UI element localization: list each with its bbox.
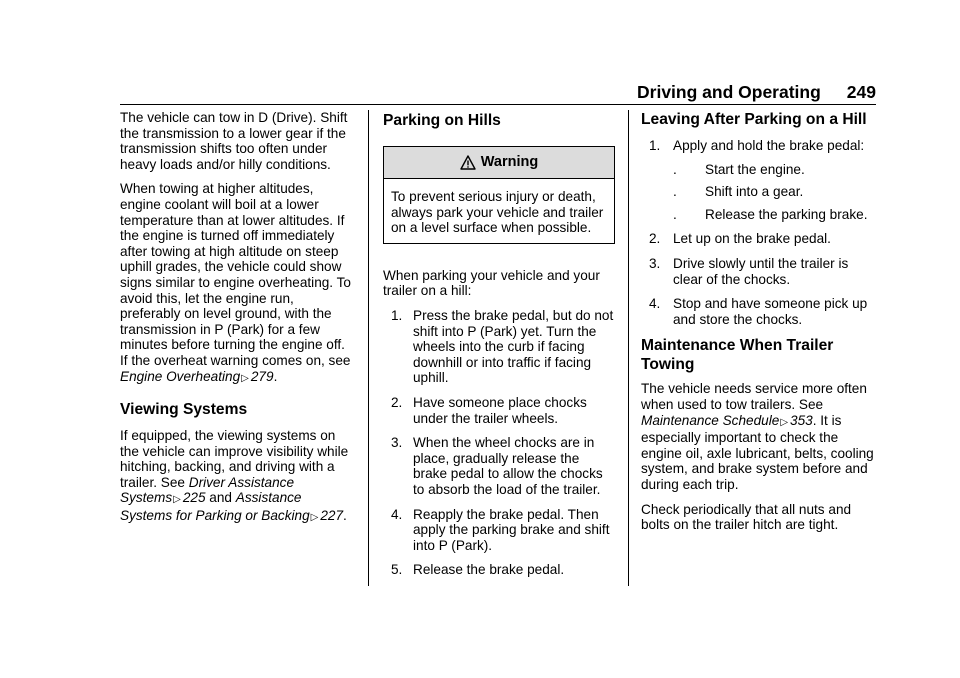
link-maintenance-schedule-page: 353: [790, 412, 813, 428]
paragraph-altitude: [120, 181, 352, 386]
sub-step-text: Shift into a gear.: [705, 184, 804, 200]
heading-viewing-systems: Viewing Systems: [120, 401, 248, 419]
parking-steps: [383, 308, 615, 578]
list-item: [673, 184, 876, 200]
warning-title: Warning: [480, 153, 539, 170]
section-title: Driving and Operating: [637, 82, 821, 102]
leaving-steps: [641, 138, 876, 327]
sub-steps: [673, 162, 876, 223]
list-item: [641, 231, 876, 247]
conjunction: and: [209, 490, 232, 506]
column-divider-1: [368, 110, 369, 586]
step-number: 3.: [649, 255, 661, 271]
sub-step-text: Start the engine.: [705, 161, 805, 177]
step-number: 2.: [391, 394, 403, 410]
warning-box: [383, 146, 615, 244]
warning-body: To prevent serious injury or death, always park your vehicle and trailer on a level surface when possible.: [391, 189, 604, 236]
link-engine-overheating-label: Engine Overheating: [120, 368, 241, 384]
heading-maintenance-trailer-towing: Maintenance When Trailer Towing: [641, 337, 834, 374]
page-number: 249: [846, 82, 876, 102]
bullet-mark: .: [673, 161, 677, 177]
step-number: 1.: [649, 138, 661, 153]
link-parking-assistance-page: 227: [320, 508, 344, 524]
paragraph-tow-drive: The vehicle can tow in D (Drive). Shift the transmission to a lower gear if the transmission shifts too often under heavy loads and/or hilly conditions.: [120, 110, 348, 172]
list-item: [641, 256, 876, 287]
step-text: Apply and hold the brake pedal:: [673, 138, 865, 153]
list-item: [383, 308, 615, 386]
step-number: 4.: [649, 296, 661, 312]
step-text: Stop and have someone pick up and store the chocks.: [673, 296, 868, 327]
paragraph-viewing-text: If equipped, the viewing systems on the vehicle can improve visibility while hitching, backing, and driving with a trailer. See: [120, 428, 349, 490]
column-2: [383, 110, 615, 587]
heading-parking-on-hills: Parking on Hills: [383, 112, 501, 129]
paragraph-maintenance-rest: . It is especially important to check the engine oil, axle lubricant, belts, cooling system, and brake system before and during each trip.: [641, 412, 874, 492]
list-item: [641, 138, 876, 222]
link-engine-overheating[interactable]: [120, 369, 274, 384]
step-number: 5.: [391, 562, 403, 578]
heading-leaving-after-parking: Leaving After Parking on a Hill: [641, 111, 867, 128]
page-ref-arrow-icon: ▷: [780, 416, 789, 428]
step-text: Drive slowly until the trailer is clear of the chocks.: [673, 255, 849, 287]
period: .: [343, 508, 347, 524]
link-driver-assistance-page: 225: [182, 490, 206, 506]
list-item: [383, 435, 615, 497]
page-ref-arrow-icon: ▷: [241, 372, 249, 384]
paragraph-hitch-check: Check periodically that all nuts and bolts on the trailer hitch are tight.: [641, 501, 852, 533]
list-item: [383, 507, 615, 554]
column-3: [641, 110, 876, 542]
step-number: 1.: [391, 307, 403, 323]
paragraph-viewing: [120, 428, 352, 526]
step-text: Have someone place chocks under the trailer wheels.: [413, 394, 587, 426]
list-item: [383, 562, 615, 578]
page-ref-arrow-icon: ▷: [310, 512, 319, 524]
paragraph-parking-intro: When parking your vehicle and your trailer on a hill:: [383, 267, 600, 299]
paragraph-maintenance: [641, 381, 876, 492]
step-text: Reapply the brake pedal. Then apply the parking brake and shift into P (Park).: [413, 506, 610, 553]
link-driver-assistance-label: Driver Assistance Systems: [120, 474, 295, 506]
page-header: [610, 82, 876, 103]
list-item: [673, 207, 876, 223]
link-engine-overheating-page: 279: [250, 368, 274, 384]
link-parking-assistance-label: Assistance Systems for Parking or Backing: [120, 490, 310, 524]
step-text: Let up on the brake pedal.: [673, 231, 831, 247]
list-item: [383, 395, 615, 426]
step-number: 2.: [649, 231, 661, 247]
step-number: 4.: [391, 506, 403, 522]
step-text: When the wheel chocks are in place, gradually release the brake pedal to allow the chocks to absorb the load of the trailer.: [413, 435, 603, 497]
list-item: [673, 162, 876, 178]
step-number: 3.: [391, 435, 403, 451]
step-text: Release the brake pedal.: [413, 562, 565, 578]
list-item: [641, 296, 876, 327]
sub-step-text: Release the parking brake.: [705, 206, 868, 222]
step-text: Press the brake pedal, but do not shift into P (Park) yet. Turn the wheels into the curb if facing downhill or into traffic if facing uphill.: [413, 307, 614, 386]
paragraph-altitude-text: When towing at higher altitudes, engine coolant will boil at a lower temperature than at lower altitudes. If the engine is turned off immediately after towing at high altitude on steep uphill grades, the vehicle could show signs similar to engine overheating. To avoid this, let the engine run, preferably on level ground, with the transmission in P (Park) for a few minutes before turning the engine off. If the overheat warning comes on, see: [120, 181, 351, 368]
bullet-mark: .: [673, 206, 677, 222]
warning-icon: [460, 155, 476, 171]
column-1: [120, 110, 352, 535]
period: .: [273, 368, 278, 384]
warning-header: [384, 147, 614, 179]
header-divider: [120, 104, 876, 105]
page-ref-arrow-icon: ▷: [173, 494, 181, 506]
paragraph-maintenance-text: The vehicle needs service more often when used to tow trailers. See: [641, 381, 867, 412]
column-divider-2: [628, 110, 629, 586]
link-maintenance-schedule[interactable]: [641, 413, 813, 428]
bullet-mark: .: [673, 184, 677, 200]
link-maintenance-schedule-label: Maintenance Schedule: [641, 412, 780, 428]
